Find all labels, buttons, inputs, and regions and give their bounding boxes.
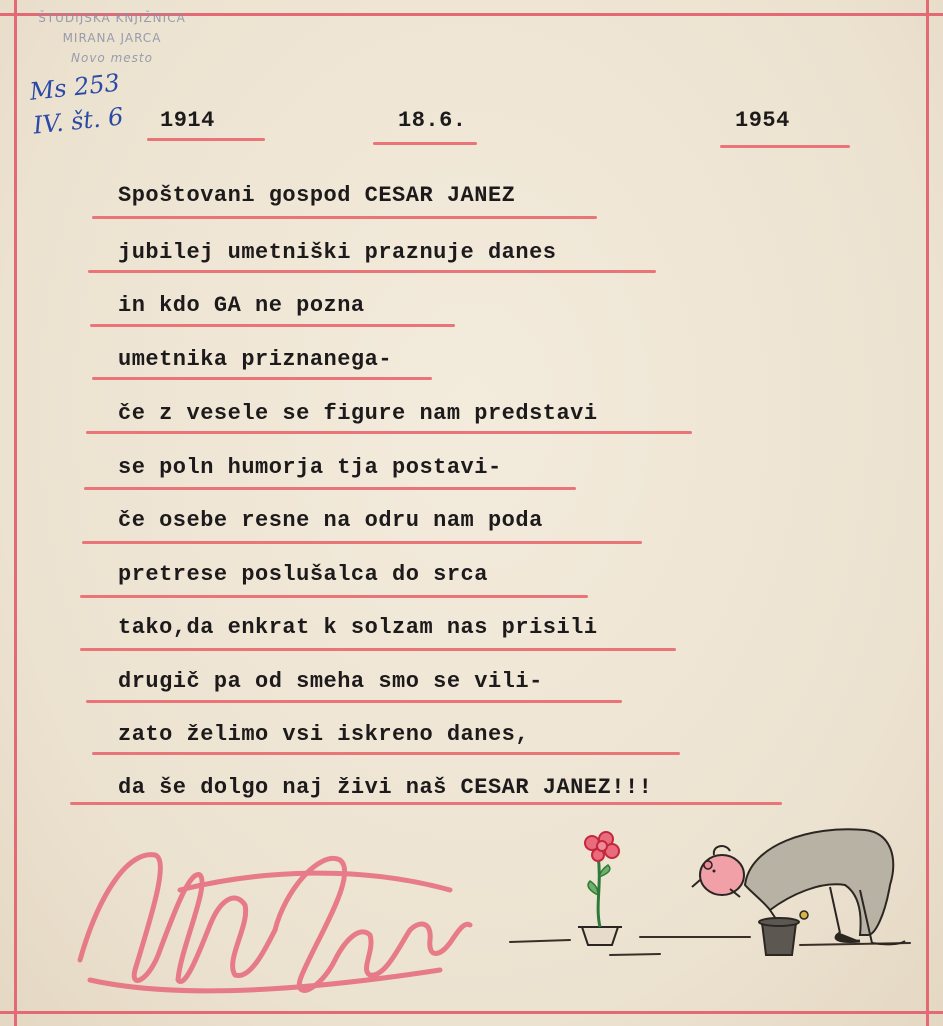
flower-head [585,832,619,861]
stamp-line-3: Novo mesto [71,51,153,65]
call-number-line-1: Ms 253 [28,68,122,106]
poem-underline-8 [80,595,588,598]
poem-line-4: umetnika priznanega- [118,347,393,372]
frame-bottom [0,1011,943,1014]
year-end: 1954 [735,108,790,133]
poem-line-8: pretrese poslušalca do srca [118,562,488,587]
poem-underline-6 [84,487,576,490]
frame-left [14,0,17,1026]
poem-line-12: da še dolgo naj živi naš CESAR JANEZ!!! [118,775,653,800]
year-start-underline [147,138,265,141]
poem-underline-7 [82,541,642,544]
poem-underline-5 [86,431,692,434]
poem-line-7: če osebe resne na odru nam poda [118,508,543,533]
poem-underline-2 [88,270,656,273]
call-number [28,62,154,142]
poem-underline-9 [80,648,676,651]
call-number-line-2: IV. št. 6 [31,102,125,140]
poem-line-6: se poln humorja tja postavi- [118,455,502,480]
poem-underline-10 [86,700,622,703]
library-stamp [22,8,202,68]
date: 18.6. [398,108,467,133]
poem-line-10: drugič pa od smeha smo se vili- [118,669,543,694]
signature [60,830,480,1010]
year-start: 1914 [160,108,215,133]
year-end-underline [720,145,850,148]
stamp-line-1: ŠTUDIJSKA KNJIŽNICA [38,11,186,25]
date-underline [373,142,477,145]
poem-line-2: jubilej umetniški praznuje danes [118,240,557,265]
stamp-line-2: MIRANA JARCA [62,31,162,45]
poem-underline-12 [70,802,782,805]
poem-underline-1 [92,216,597,219]
poem-line-11: zato želimo vsi iskreno danes, [118,722,530,747]
poem-line-9: tako,da enkrat k solzam nas prisili [118,615,598,640]
poem-underline-4 [92,377,432,380]
poem-line-3: in kdo GA ne pozna [118,293,365,318]
poem-line-1: Spoštovani gospod CESAR JANEZ [118,183,516,208]
frame-right [926,0,929,1026]
poem-underline-3 [90,324,455,327]
bowing-man-drawing [500,815,920,965]
man-head [692,846,744,897]
poem-underline-11 [92,752,680,755]
poem-line-5: če z vesele se figure nam predstavi [118,401,598,426]
flower-pot [578,927,622,945]
